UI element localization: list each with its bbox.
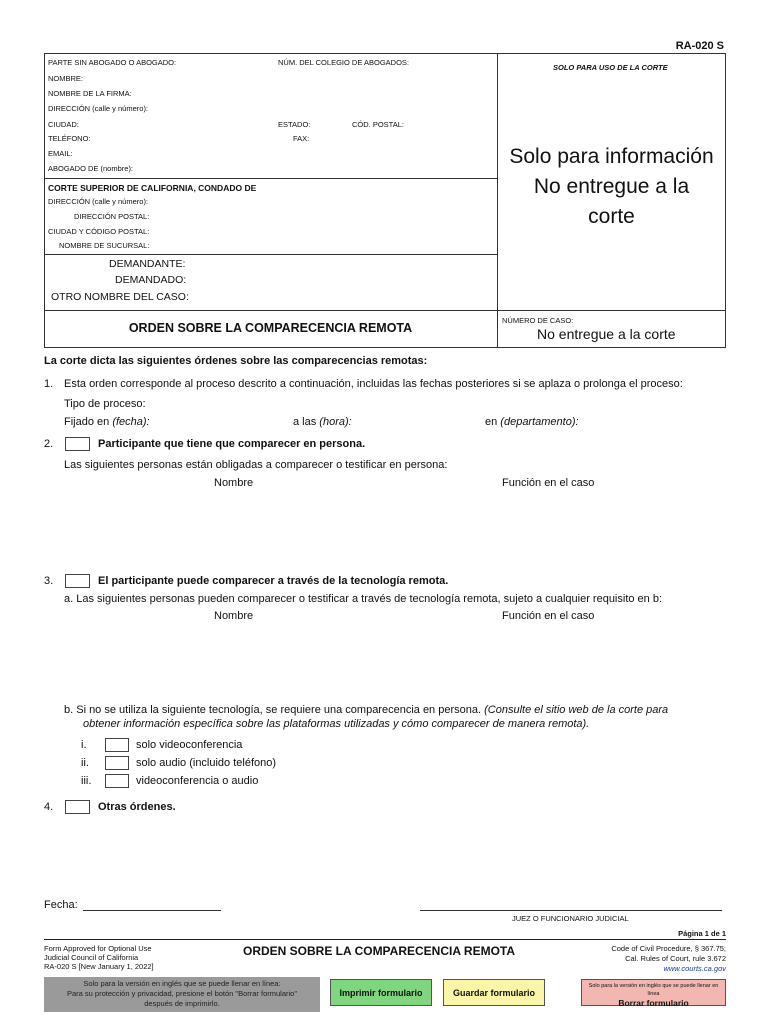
footer-right [611,944,726,974]
footer-left-2: Judicial Council of California [44,953,139,962]
fecha-line[interactable] [83,910,221,911]
tipo-proceso-label[interactable]: Tipo de proceso: [64,398,146,410]
direccion-label[interactable]: DIRECCIÓN (calle y número): [48,104,149,113]
email-label[interactable]: EMAIL: [48,149,73,158]
col-nombre-header: Nombre [214,477,254,489]
court-postal-label[interactable]: DIRECCIÓN POSTAL: [74,212,150,221]
item-3a-text: a. Las siguientes personas pueden comparecer o testificar a través de tecnología remota, sujeto a cualquier requisito en b: [64,593,663,605]
item-4-title: Otras órdenes. [98,801,176,813]
case-number-label: NÚMERO DE CASO: [502,316,574,325]
fax-label[interactable]: FAX: [293,134,310,143]
footer-left-1: Form Approved for Optional Use [44,944,152,953]
telefono-label[interactable]: TELÉFONO: [48,134,91,143]
option-iii-label: videoconferencia o audio [136,775,259,787]
item-2-checkbox[interactable] [65,437,90,451]
intro-text: La corte dicta las siguientes órdenes sobre las comparecencias remotas: [44,355,428,367]
print-form-button[interactable]: Imprimir formulario [330,979,432,1006]
option-iii-number: iii. [81,775,92,787]
court-use-label: SOLO PARA USO DE LA CORTE [553,63,668,72]
watermark-line-1: Solo para información [509,145,714,168]
form-title: ORDEN SOBRE LA COMPARECENCIA REMOTA [128,321,413,335]
privacy-note [44,977,320,1012]
footer-right-2: Cal. Rules of Court, rule 3.672 [625,954,726,963]
clear-form-label: Borrar formulario [618,998,689,1008]
item-4-checkbox[interactable] [65,800,90,814]
privacy-note-1: Solo para la versión en inglés que se puede llenar en línea: [83,979,281,988]
courts-website-link[interactable]: www.courts.ca.gov [663,964,726,973]
party-label: PARTE SIN ABOGADO O ABOGADO: [48,58,177,67]
court-ciudad-label[interactable]: CIUDAD Y CÓDIGO POSTAL: [48,227,150,236]
hora-label[interactable]: a las (hora): [293,416,352,428]
page-number: Página 1 de 1 [678,929,726,938]
abogado-de-label[interactable]: ABOGADO DE (nombre): [48,164,134,173]
watermark-line-2: No entregue a la [533,175,690,198]
judge-label: JUEZ O FUNCIONARIO JUDICIAL [512,914,629,923]
item-4-number: 4. [44,801,54,813]
item-3-checkbox[interactable] [65,574,90,588]
clear-note: Solo para la versión en inglés que se puede llenar en línea [588,983,719,997]
col-funcion-header-3: Función en el caso [502,610,595,622]
option-i-label: solo videoconferencia [136,739,243,751]
cod-postal-label[interactable]: CÓD. POSTAL: [352,120,404,129]
footer-title: ORDEN SOBRE LA COMPARECENCIA REMOTA [243,944,516,958]
firma-label[interactable]: NOMBRE DE LA FIRMA: [48,89,132,98]
item-2-text: Las siguientes personas están obligadas a comparecer o testificar en persona: [64,459,448,471]
col-nombre-header-3: Nombre [214,610,254,622]
footer-left-3: RA-020 S [New January 1, 2022] [44,962,154,971]
court-sucursal-label[interactable]: NOMBRE DE SUCURSAL: [59,241,150,250]
demandante-label[interactable]: DEMANDANTE: [109,258,186,270]
watermark [497,142,726,232]
privacy-note-2: Para su protección y privacidad, presione el botón "Borrar formulario" [66,989,298,998]
option-ii-checkbox[interactable] [105,756,129,770]
item-2-number: 2. [44,438,54,450]
item-1-number: 1. [44,378,54,390]
nombre-label[interactable]: NOMBRE: [48,74,84,83]
clear-form-button[interactable] [581,979,726,1006]
departamento-label[interactable]: en (departamento): [485,416,579,428]
item-3-title: El participante puede comparecer a través de la tecnología remota. [98,575,449,587]
ciudad-label[interactable]: CIUDAD: [48,120,79,129]
case-number-field[interactable]: No entregue a la corte [537,326,676,342]
option-i-number: i. [81,739,87,751]
option-ii-label: solo audio (incluido teléfono) [136,757,277,769]
footer-right-1: Code of Civil Procedure, § 367.75; [611,944,726,953]
item-3b-lead: b. Si no se utiliza la siguiente tecnología, se requiere una comparecencia en persona. [64,704,482,716]
privacy-note-3: después de imprimirlo. [144,999,220,1008]
option-ii-number: ii. [81,757,89,769]
option-i-checkbox[interactable] [105,738,129,752]
bar-label: NÚM. DEL COLEGIO DE ABOGADOS: [278,58,410,67]
judge-signature-line[interactable] [420,910,722,911]
item-3b-text [64,703,724,718]
otro-nombre-label[interactable]: OTRO NOMBRE DEL CASO: [51,291,189,303]
demandado-label[interactable]: DEMANDADO: [115,274,187,286]
col-funcion-header: Función en el caso [502,477,595,489]
watermark-line-3: corte [588,205,635,228]
item-3-number: 3. [44,575,54,587]
estado-label[interactable]: ESTADO: [278,120,311,129]
option-iii-checkbox[interactable] [105,774,129,788]
form-id: RA-020 S [675,40,724,52]
item-1-text: Esta orden corresponde al proceso descrito a continuación, incluidas las fechas posteriores si se aplaza o prolonga el proceso: [64,378,683,390]
item-3b-italic-1: (Consulte el sitio web de la corte para [484,704,669,716]
footer-left [44,944,154,971]
item-2-title: Participante que tiene que comparecer en persona. [98,438,366,450]
item-3b-italic-2: obtener información específica sobre las plataformas utilizadas y cómo comparecer de manera remota). [83,718,590,730]
court-direccion-label[interactable]: DIRECCIÓN (calle y número): [48,197,149,206]
save-form-button[interactable]: Guardar formulario [443,979,545,1006]
fecha-label: Fecha: [44,899,78,911]
court-title: CORTE SUPERIOR DE CALIFORNIA, CONDADO DE [48,183,257,193]
fijado-label[interactable]: Fijado en (fecha): [64,416,150,428]
